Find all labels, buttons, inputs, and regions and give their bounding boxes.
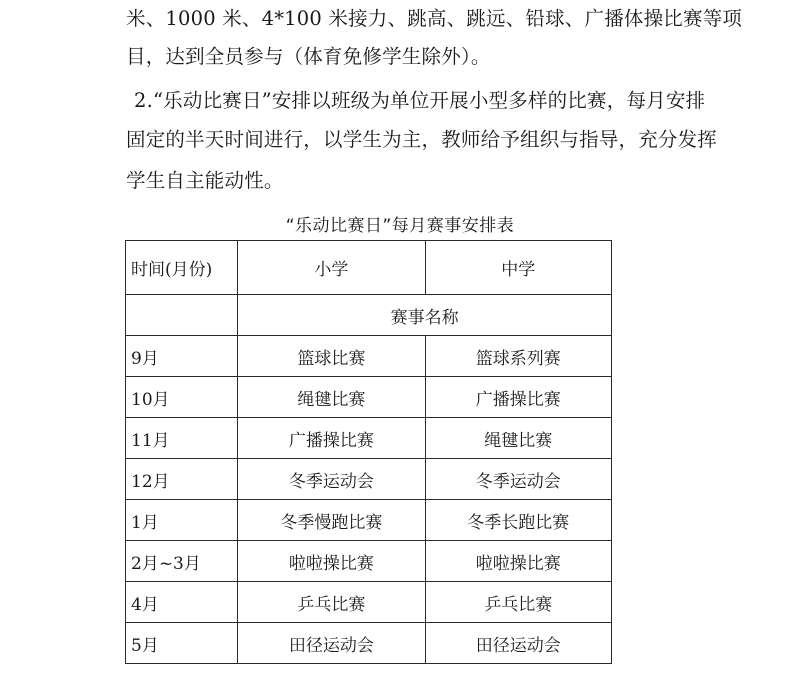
table-row: [126, 623, 612, 664]
cell-primary: 冬季运动会: [238, 459, 425, 500]
cell-middle: 冬季长跑比赛: [425, 500, 611, 541]
cell-middle: 绳毽比赛: [425, 418, 611, 459]
table-row: [126, 541, 612, 582]
paragraph-line-1: 米、1000 米、4*100 米接力、跳高、跳远、铅球、广播体操比赛等项: [126, 7, 743, 30]
cell-middle: 篮球系列赛: [425, 336, 611, 377]
paragraph-line-2: 目，达到全员参与（体育免修学生除外）。: [126, 45, 491, 68]
cell-middle: 乒乓比赛: [425, 582, 611, 623]
cell-primary: 啦啦操比赛: [238, 541, 425, 582]
table-subheader-row: [126, 295, 612, 336]
table-title: “乐动比赛日”每月赛事安排表: [285, 216, 515, 236]
schedule-table: [125, 240, 612, 664]
header-month: 时间(月份): [126, 241, 238, 295]
cell-month: 1月: [126, 500, 238, 541]
subheader-empty-cell: [126, 295, 238, 336]
paragraph-line-4: 固定的半天时间进行，以学生为主，教师给予组织与指导，充分发挥: [126, 128, 718, 151]
cell-middle: 冬季运动会: [425, 459, 611, 500]
cell-middle: 田径运动会: [425, 623, 611, 664]
cell-month: 4月: [126, 582, 238, 623]
subheader-event-name: 赛事名称: [238, 295, 612, 336]
cell-month: 9月: [126, 336, 238, 377]
cell-primary: 绳毽比赛: [238, 377, 425, 418]
paragraph-line-3: 2.“乐动比赛日”安排以班级为单位开展小型多样的比赛，每月安排: [134, 89, 706, 112]
cell-middle: 广播操比赛: [425, 377, 611, 418]
table-row: [126, 377, 612, 418]
table-header-row: [126, 241, 612, 295]
table-row: [126, 500, 612, 541]
table-row: [126, 418, 612, 459]
cell-primary: 田径运动会: [238, 623, 425, 664]
cell-month: 11月: [126, 418, 238, 459]
table-row: [126, 582, 612, 623]
paragraph-line-5: 学生自主能动性。: [126, 169, 284, 192]
cell-primary: 乒乓比赛: [238, 582, 425, 623]
cell-month: 12月: [126, 459, 238, 500]
cell-month: 2月~3月: [126, 541, 238, 582]
cell-primary: 冬季慢跑比赛: [238, 500, 425, 541]
header-primary: 小学: [238, 241, 425, 295]
table-row: [126, 459, 612, 500]
cell-primary: 广播操比赛: [238, 418, 425, 459]
cell-month: 10月: [126, 377, 238, 418]
cell-month: 5月: [126, 623, 238, 664]
header-middle: 中学: [425, 241, 611, 295]
cell-middle: 啦啦操比赛: [425, 541, 611, 582]
table-row: [126, 336, 612, 377]
cell-primary: 篮球比赛: [238, 336, 425, 377]
